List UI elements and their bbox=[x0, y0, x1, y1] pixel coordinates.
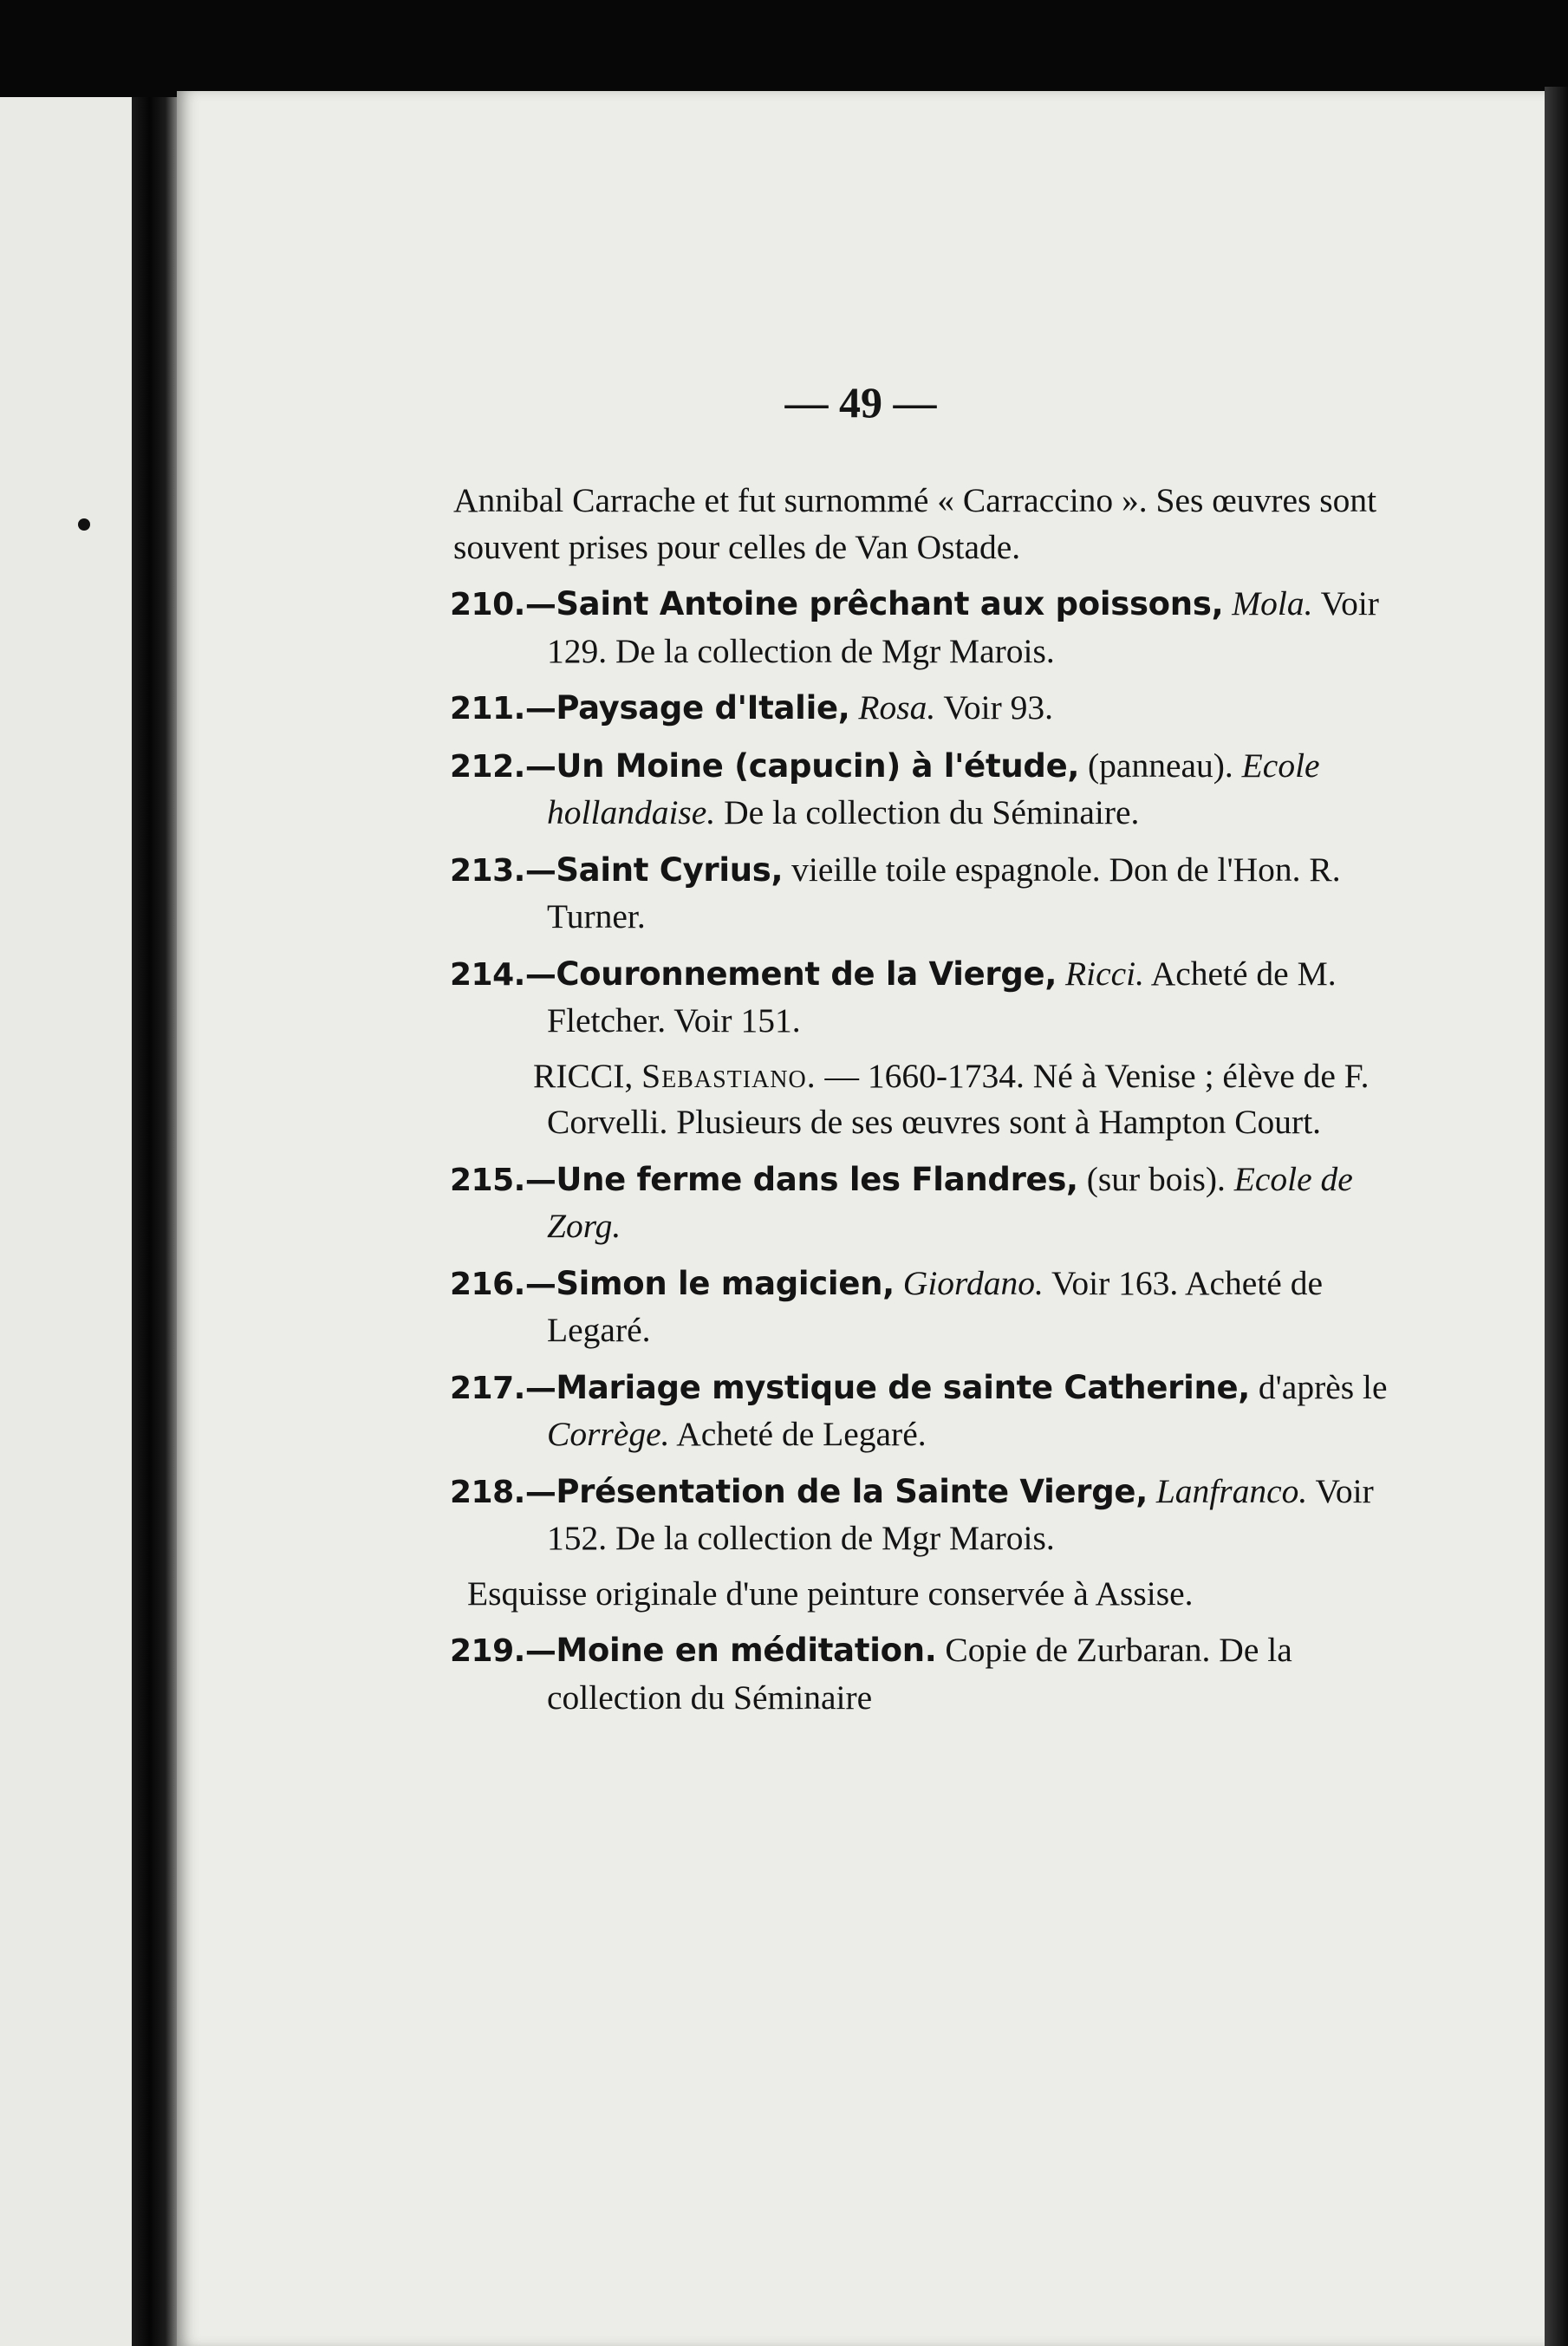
catalog-entry-214: 214.—Couronnement de la Vierge, Ricci. Acheté de M. Fletcher. Voir 151. bbox=[450, 954, 1337, 1039]
artist-note-ricci: RICCI, Sebastiano. — 1660-1734. Né à Venise ; élève de F. Corvelli. Plusieurs de ses œuvres sont à Hampton Court. bbox=[533, 1056, 1370, 1141]
catalog-entry-216: 216.—Simon le magicien, Giordano. Voir 163. Acheté de Legaré. bbox=[450, 1263, 1323, 1349]
catalog-entry-215: 215.—Une ferme dans les Flandres, (sur bois). Ecole de Zorg. bbox=[450, 1159, 1353, 1245]
catalog-entry-212: 212.—Un Moine (capucin) à l'étude, (panneau). Ecole hollandaise. De la collection du Séminaire. bbox=[450, 746, 1320, 831]
page-number: — 49 — bbox=[784, 378, 937, 427]
catalog-entry-217: 217.—Mariage mystique de sainte Catherine, d'après le Corrège. Acheté de Legaré. bbox=[450, 1367, 1388, 1453]
sketch-note: Esquisse originale d'une peinture conservée à Assise. bbox=[467, 1574, 1194, 1613]
catalog-entry-210: 210.—Saint Antoine prêchant aux poissons, Mola. Voir 129. De la collection de Mgr Marois. bbox=[450, 584, 1379, 670]
intro-paragraph: Annibal Carrache et fut surnommé « Carraccino ». Ses œuvres sont souvent prises pour celles de Van Ostade. bbox=[453, 481, 1377, 566]
catalog-entry-218: 218.—Présentation de la Sainte Vierge, Lanfranco. Voir 152. De la collection de Mgr Marois. bbox=[450, 1471, 1374, 1557]
scan-border-top bbox=[0, 0, 1568, 97]
catalog-entry-211: 211.—Paysage d'Italie, Rosa. Voir 93. bbox=[450, 688, 1053, 727]
scan-border-right bbox=[1545, 87, 1568, 2346]
book-page bbox=[177, 91, 1545, 2346]
catalog-entry-213: 213.—Saint Cyrius, vieille toile espagnole. Don de l'Hon. R. Turner. bbox=[450, 850, 1341, 935]
page-body bbox=[450, 478, 1395, 1721]
ink-dot bbox=[78, 518, 90, 531]
facing-page-edge bbox=[0, 97, 132, 2346]
catalog-entry-219: 219.—Moine en méditation. Copie de Zurbaran. De la collection du Séminaire bbox=[450, 1631, 1292, 1717]
book-gutter bbox=[132, 97, 177, 2346]
